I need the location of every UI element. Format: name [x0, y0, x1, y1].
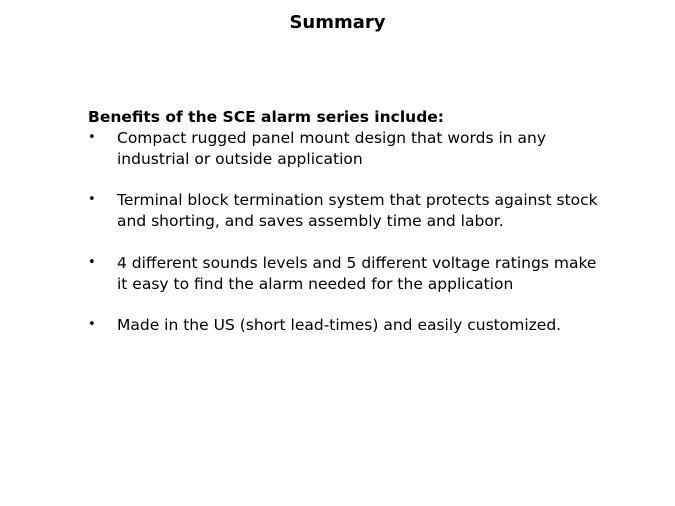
list-item	[88, 315, 608, 336]
slide-content	[88, 107, 608, 357]
bullet-text: 4 different sounds levels and 5 different voltage ratings make it easy to find the alarm needed for the application	[117, 253, 597, 293]
list-item	[88, 190, 608, 232]
bullet-text: Made in the US (short lead-times) and easily customized.	[117, 316, 562, 335]
benefits-list	[88, 128, 608, 336]
list-item	[88, 253, 608, 295]
intro-heading: Benefits of the SCE alarm series include:	[88, 108, 445, 126]
list-item	[88, 128, 608, 170]
slide-title: Summary	[289, 12, 386, 33]
bullet-icon: •	[88, 254, 96, 270]
bullet-icon: •	[88, 130, 96, 145]
bullet-text: Terminal block termination system that protects against stock and shorting, and saves assembly time and labor.	[117, 191, 598, 231]
bullet-icon: •	[88, 317, 96, 333]
bullet-icon: •	[88, 192, 96, 208]
bullet-text: Compact rugged panel mount design that words in any industrial or outside application	[117, 129, 547, 168]
